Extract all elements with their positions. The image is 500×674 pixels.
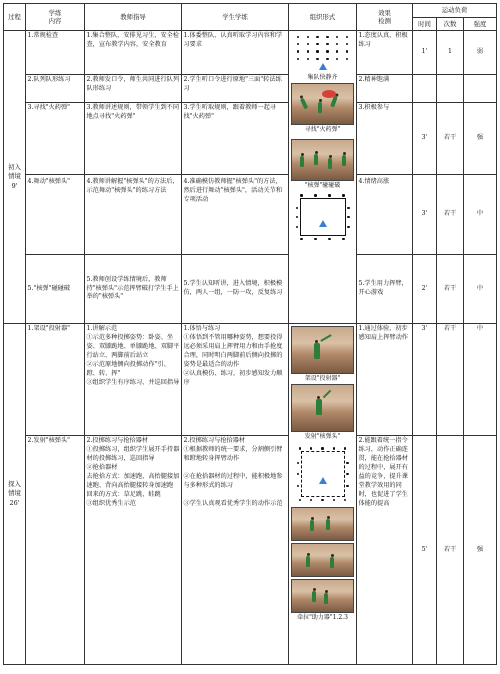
photo-stretch-3 [291, 579, 354, 613]
student-cell: 1.体悟与练习 ①体悟到不管用哪种姿势，想要投得远必须采用肩上挥臂用力和由手抢度合理，同时明白两脚前后侧向投掷的姿势是最适合的动作 ②认真模仿、练习，初步感知发力顺序 [182, 324, 289, 436]
student-marker-dot [346, 50, 348, 52]
content-cell: 3.寻找"火药弹" [26, 103, 85, 175]
student-cell: 4.准确模仿教师握"核弹头"的方法，然后进行舞动"核弹头"，活动关节和专项活动 [182, 175, 289, 255]
student-marker-dot [299, 447, 301, 449]
student-marker-dot [344, 447, 346, 449]
student-marker-dot [326, 58, 328, 60]
caption: 发射"核弹头" [304, 433, 341, 441]
table-row [4, 75, 497, 103]
student-figure [306, 556, 310, 567]
count-cell: 若干 [437, 175, 464, 255]
student-cell: 3.学生听取规则，跟着教师一起寻找"火药弹" [182, 103, 289, 175]
header-student: 学生学练 [182, 4, 289, 31]
student-marker-dot [307, 36, 309, 38]
marker-row [347, 203, 349, 231]
teacher-cell: 1.集合整队，安排见习生，安全检查，宣布教学内容，安全教育 [85, 31, 182, 75]
header-teacher: 教师指导 [85, 4, 182, 31]
header-process: 过程 [4, 4, 26, 31]
photo-swing [291, 139, 354, 181]
student-figure [314, 343, 320, 359]
teacher-cell: 3.教师讲述规则，带领学生到不同地点寻找"火药弹" [85, 103, 182, 175]
student-marker-dot [326, 43, 328, 45]
lesson-plan-table [3, 3, 497, 665]
count-cell: 若干 [437, 324, 464, 436]
marker-row [296, 203, 298, 231]
lesson-plan-sheet [3, 3, 496, 671]
student-figure [300, 98, 308, 110]
student-marker-dot [307, 43, 309, 45]
student-marker-dot [296, 207, 298, 209]
student-marker-dot [310, 499, 312, 501]
effect-cell: 1.通过体验，初步感知肩上挥臂动作 [357, 324, 413, 436]
marker-row [297, 457, 299, 491]
student-marker-dot [314, 238, 316, 240]
student-marker-dot [346, 485, 348, 487]
student-marker-dot [316, 58, 318, 60]
student-figure [316, 399, 322, 415]
student-marker-dot [297, 58, 299, 60]
student-marker-dot [344, 499, 346, 501]
student-marker-dot [333, 447, 335, 449]
student-marker-dot [296, 226, 298, 228]
caption: 集队快静齐 [307, 73, 338, 81]
student-marker-dot [297, 36, 299, 38]
student-marker-dot [336, 50, 338, 52]
time-cell: 3' [413, 103, 437, 175]
content-cell: 1.架设"投射器" [26, 324, 85, 436]
photo-throw-stance [291, 326, 354, 374]
intensity-cell: 中 [464, 175, 497, 255]
intensity-cell: 中 [464, 255, 497, 324]
student-marker-dot [316, 36, 318, 38]
effect-cell: 3.积极参与 [357, 103, 413, 175]
teacher-marker-icon [319, 213, 327, 222]
marker-row [346, 457, 348, 491]
content-cell: 2.发射"核弹头" [26, 436, 85, 665]
student-marker-dot [347, 226, 349, 228]
student-figure [324, 593, 328, 604]
student-figure [300, 156, 304, 167]
caption: 架设"投射器" [304, 375, 341, 382]
stage-label: 探入 情境 26' [4, 324, 26, 665]
count-cell: 若干 [437, 436, 464, 665]
student-marker-dot [346, 43, 348, 45]
content-cell: 2.队列队形练习 [26, 75, 85, 103]
effect-cell: 5.学生用力挥臂，开心游戏 [357, 255, 413, 324]
photo-search [291, 83, 354, 125]
photo-throw-release [291, 384, 354, 432]
effect-cell: 2.能跟着统一指令练习，动作正确连贯，能在抢拾器材的过程中，展开有益的竞争，提升课堂教学效用的同时，也促进了学生体能的提高 [357, 436, 413, 665]
table-row [4, 255, 497, 324]
formation-diagram [293, 36, 352, 60]
student-marker-dot [296, 216, 298, 218]
time-cell: 3' [413, 175, 437, 255]
teacher-cell: 2.教师发口令，师生共同进行队列队形练习 [85, 75, 182, 103]
student-marker-dot [297, 462, 299, 464]
student-figure [312, 591, 316, 602]
student-cell: 1.体委整队，认真听取学习内容和学习要求 [182, 31, 289, 75]
table-row [4, 103, 497, 175]
student-marker-dot [321, 447, 323, 449]
header-intensity: 强度 [464, 18, 497, 31]
student-cell: 5.学生认知听讲，进入情境，积极模仿，两人一组，一防一攻，反复练习 [182, 255, 289, 324]
time-cell: 5' [413, 436, 437, 665]
intensity-cell: 强 [464, 436, 497, 665]
caption: "核弹"碰碰破 [304, 182, 341, 190]
table-row [4, 175, 497, 255]
teacher-cell: 5.教师创设学练情境后，教师持"核弹头"示范挥臂破打学生手上举的"核弹头" [85, 255, 182, 324]
student-marker-dot [347, 207, 349, 209]
intensity-cell: 强 [464, 103, 497, 175]
content-cell: 5."核弹"碰碰破 [26, 255, 85, 324]
student-marker-dot [299, 499, 301, 501]
student-figure [314, 154, 318, 165]
photo-stretch-2 [291, 543, 354, 577]
time-cell: 3' [413, 324, 437, 436]
student-figure [342, 155, 346, 166]
intensity-cell: 中 [464, 324, 497, 436]
student-cell: 2.学生听口令进行原地"三面"转法练习 [182, 75, 289, 103]
student-marker-dot [300, 238, 302, 240]
student-marker-dot [310, 447, 312, 449]
content-cell: 1.常规检查 [26, 31, 85, 75]
teacher-cell: 4.教师讲解握"核弹头"的方法后，示范舞动"核弹头"的练习方法 [85, 175, 182, 255]
organization-cell [289, 324, 357, 665]
student-marker-dot [336, 58, 338, 60]
student-marker-dot [347, 216, 349, 218]
student-marker-dot [336, 36, 338, 38]
student-marker-dot [307, 58, 309, 60]
student-marker-dot [326, 50, 328, 52]
header-time: 时间 [413, 18, 437, 31]
student-marker-dot [346, 36, 348, 38]
time-cell: 2' [413, 255, 437, 324]
count-cell: 1 [437, 31, 464, 75]
circuit-diagram [295, 445, 351, 503]
teacher-cell: 2.投掷练习与抢拾器材 ①投掷练习，组织学生展开手持器材的投掷练习，巡回指导 ②抢拾器材 去抢拾方式：加速跑、高抬腿接加速跑、背向高抬腿接转身加速跑 回来的方式：草足跳、蛙跳 ③组织优秀生示范 [85, 436, 182, 665]
student-marker-dot [314, 194, 316, 196]
student-figure [328, 158, 332, 169]
effect-cell: 4.情绪高涨 [357, 175, 413, 255]
table-row [4, 436, 497, 665]
student-marker-dot [346, 473, 348, 475]
organization-cell [289, 31, 357, 324]
intensity-cell: 弱 [464, 31, 497, 75]
count-cell [437, 75, 464, 103]
teacher-marker-icon [319, 470, 327, 479]
student-marker-dot [342, 194, 344, 196]
caption: 牵拉"助力器"1.2.3 [297, 614, 348, 622]
student-marker-dot [333, 499, 335, 501]
table-row [4, 324, 497, 436]
student-figure [318, 102, 322, 113]
student-marker-dot [328, 238, 330, 240]
header-organization: 组织形式 [289, 4, 357, 31]
marker-row [295, 447, 351, 449]
photo-stretch-1 [291, 507, 354, 541]
student-marker-dot [316, 43, 318, 45]
teacher-marker-icon [291, 63, 354, 70]
intensity-cell [464, 75, 497, 103]
student-marker-dot [346, 58, 348, 60]
student-figure [330, 557, 334, 568]
effect-cell: 1.态度认真，积极练习 [357, 31, 413, 75]
teacher-cell: 1.讲解示范 ①示范多种投掷姿势：卧姿、坐姿、双膝跪地、单膝跪地、双脚平行站立、两脚前后站立 ②示范原地侧向投掷动作"引、蹬、转、挥" ③组织学生有序练习，并巡回指导 [85, 324, 182, 436]
marker-row [295, 194, 351, 196]
student-marker-dot [297, 473, 299, 475]
marker-row [295, 499, 351, 501]
header-load: 运动负荷 [413, 4, 497, 18]
time-cell: 1' [413, 31, 437, 75]
caption: 寻找"火药弹" [304, 125, 341, 133]
header-count: 次数 [437, 18, 464, 31]
effect-cell: 2.精神饱满 [357, 75, 413, 103]
student-marker-dot [321, 499, 323, 501]
student-marker-dot [300, 194, 302, 196]
student-marker-dot [336, 43, 338, 45]
student-marker-dot [342, 238, 344, 240]
student-marker-dot [297, 485, 299, 487]
header-content: 学练 内容 [26, 4, 85, 31]
student-marker-dot [316, 50, 318, 52]
count-cell: 若干 [437, 103, 464, 175]
stage-label: 初入 情境 9' [4, 31, 26, 324]
content-cell: 4.舞动"核弹头" [26, 175, 85, 255]
student-marker-dot [326, 36, 328, 38]
time-cell [413, 75, 437, 103]
student-cell: 2.投掷练习与抢拾器材 ①根据教师的统一要求，分割侧引臂和蹬地转身挥臂动作 ②在抢拾器材的过程中，能积极地参与多种形式的练习 ③学生认真观看优秀学生的动作示范 [182, 436, 289, 665]
pairs-diagram [295, 193, 351, 241]
student-figure [310, 520, 314, 531]
marker-row [295, 238, 351, 240]
header-effect: 效果 检测 [357, 4, 413, 31]
student-marker-dot [297, 43, 299, 45]
student-marker-dot [346, 462, 348, 464]
student-figure [326, 519, 330, 530]
count-cell: 若干 [437, 255, 464, 324]
student-marker-dot [297, 50, 299, 52]
table-row [4, 31, 497, 75]
student-marker-dot [307, 50, 309, 52]
student-marker-dot [328, 194, 330, 196]
